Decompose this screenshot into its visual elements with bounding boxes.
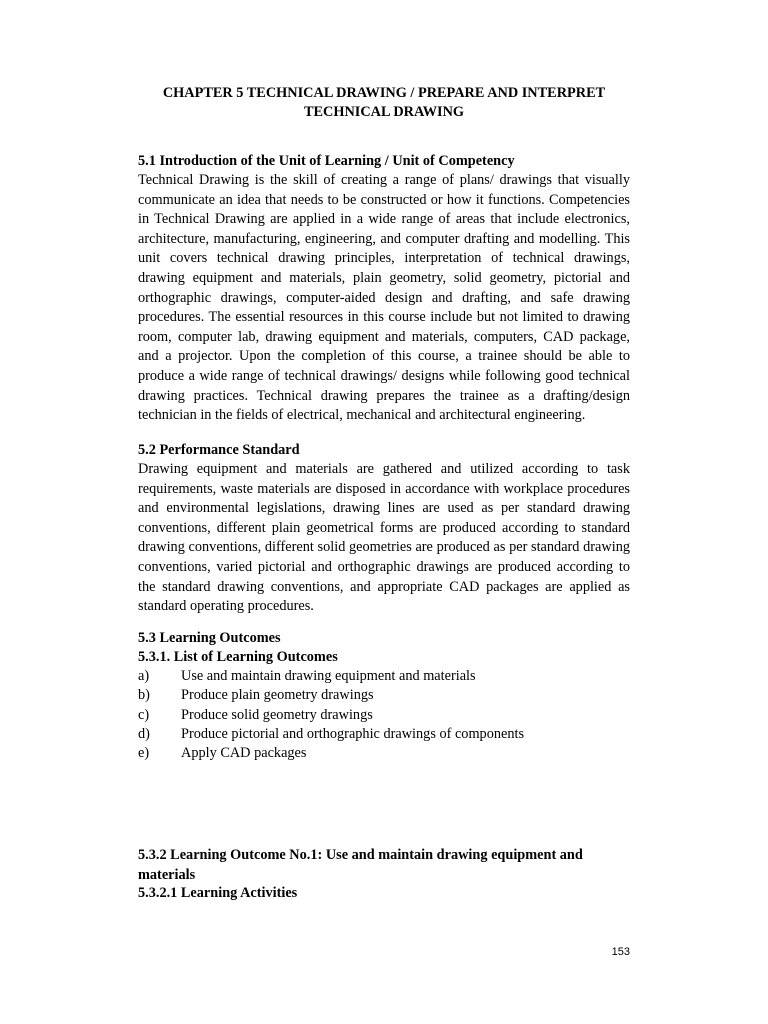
chapter-title-line-2: TECHNICAL DRAWING: [303, 104, 465, 120]
list-item-marker: e): [138, 745, 150, 762]
list-item: [138, 725, 630, 744]
list-item-marker: d): [138, 725, 150, 742]
list-item-text: Produce plain geometry drawings: [181, 687, 374, 704]
list-item-text: Apply CAD packages: [181, 745, 307, 762]
section-5-1-heading: 5.1 Introduction of the Unit of Learning / Unit of Competency: [138, 153, 515, 169]
section-5-3-heading: 5.3 Learning Outcomes: [138, 630, 281, 646]
learning-outcomes-list: [138, 667, 630, 763]
section-5-2-heading: 5.2 Performance Standard: [138, 442, 300, 458]
section-5-2-body: Drawing equipment and materials are gathered and utilized according to task requirements, waste materials are disposed in accordance with workplace procedures and environmental legislations, drawing lines are used as per standard drawing conventions, different plain geometrical forms are produced according to standard drawing conventions, different solid geometries are produced as per standard drawing conventions, varied pictorial and orthographic drawings are produced according to the standard drawing conventions, and appropriate CAD packages are applied as standard operating procedures.: [138, 461, 630, 615]
list-item-text: Use and maintain drawing equipment and materials: [181, 668, 476, 684]
chapter-title: [138, 84, 630, 122]
list-item: [138, 667, 630, 686]
section-5-3-2-1-heading: 5.3.2.1 Learning Activities: [138, 885, 298, 901]
list-item: [138, 744, 630, 763]
list-item-marker: b): [138, 687, 150, 704]
section-5-1-body: Technical Drawing is the skill of creating a range of plans/ drawings that visually communicate an idea that needs to be constructed or how it functions. Competencies in Technical Drawing are applied in a wide range of areas that include electronics, architecture, manufacturing, engineering, and computer drafting and modelling. This unit covers technical drawing principles, interpretation of technical drawings, drawing equipment and materials, plain geometry, solid geometry, pictorial and orthographic drawings, computer-aided design and drafting, and safe drawing procedures. The essential resources in this course include but not limited to drawing room, computer lab, drawing equipment and materials, computers, CAD package, and a projector. Upon the completion of this course, a trainee should be able to produce a wide range of technical drawings/ designs while following good technical drawing practices. Technical drawing prepares the trainee as a drafting/design technician in the fields of electrical, mechanical and architectural engineering.: [138, 172, 630, 424]
chapter-title-line-1: CHAPTER 5 TECHNICAL DRAWING / PREPARE AND INTERPRET: [162, 85, 606, 101]
list-item-text: Produce pictorial and orthographic drawings of components: [181, 725, 525, 742]
list-item: [138, 686, 630, 705]
list-item-text: Produce solid geometry drawings: [181, 706, 373, 723]
list-item-marker: a): [138, 668, 150, 684]
page-number: 153: [611, 946, 630, 958]
section-5-3-1-heading: 5.3.1. List of Learning Outcomes: [138, 649, 338, 665]
list-item: [138, 706, 630, 725]
section-5-3-2-heading: 5.3.2 Learning Outcome No.1: Use and maintain drawing equipment and materials: [138, 847, 583, 883]
list-item-marker: c): [138, 706, 150, 723]
